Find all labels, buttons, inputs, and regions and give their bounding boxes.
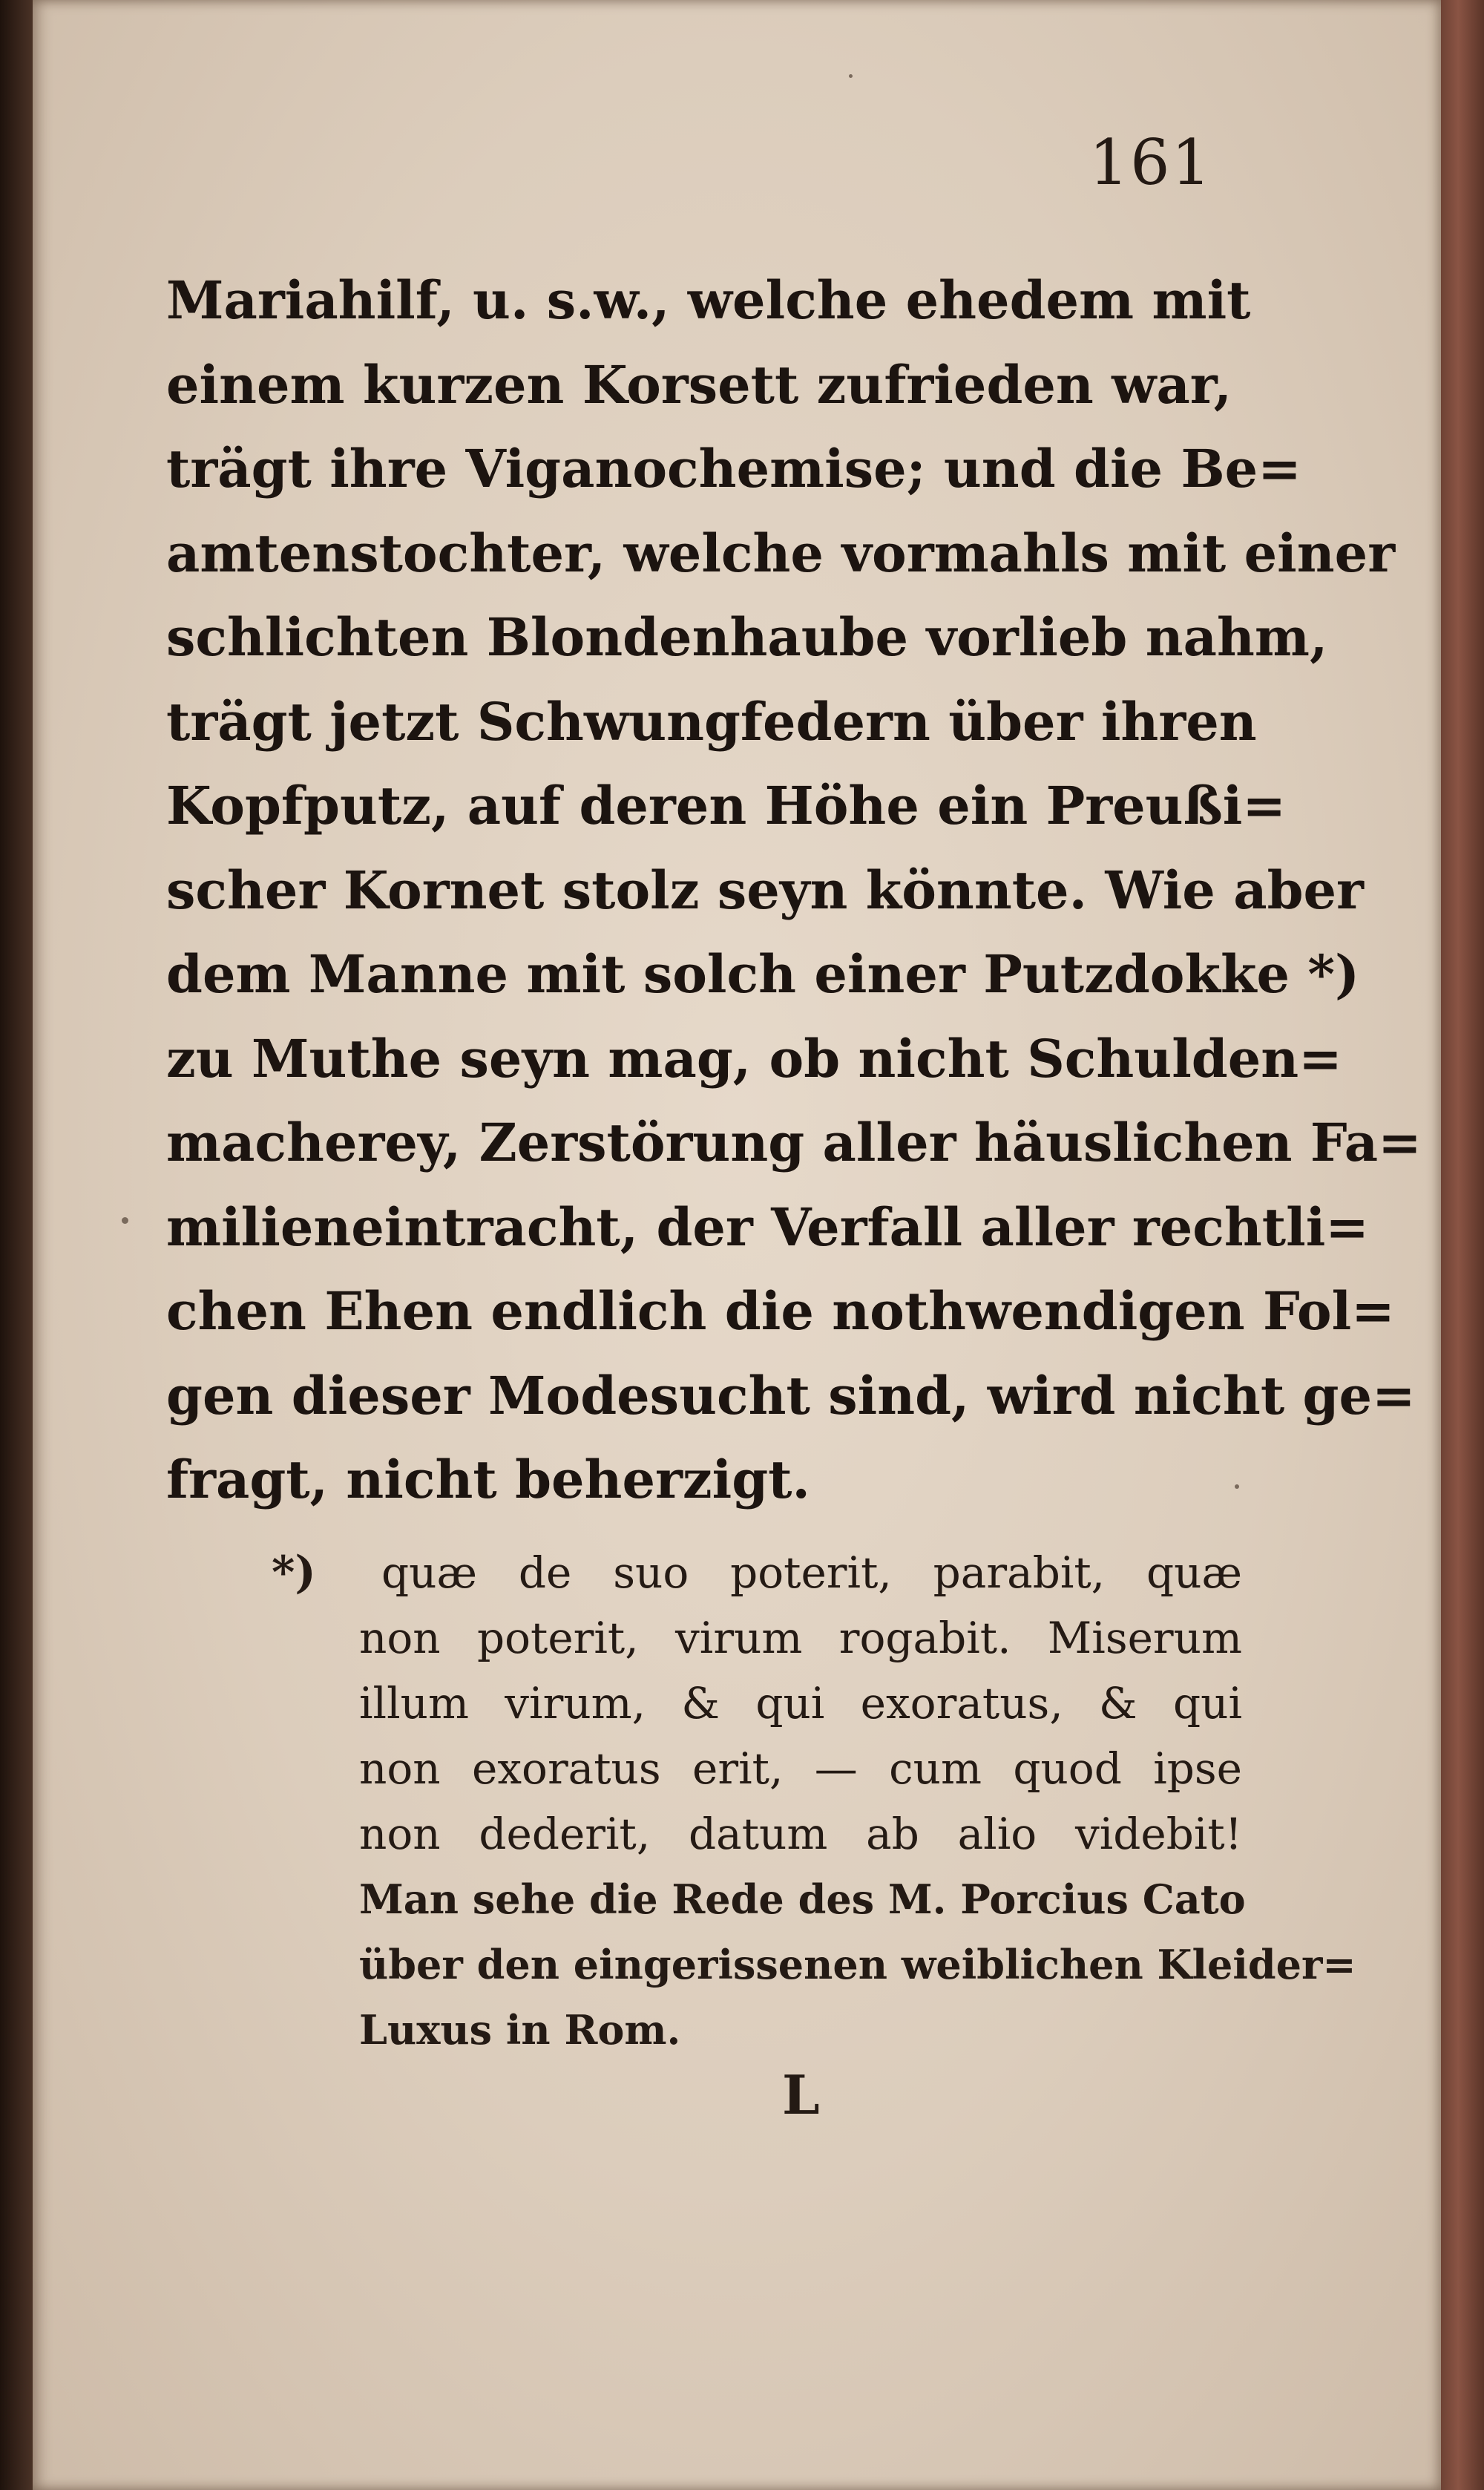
body-line: zu Muthe seyn mag, ob nicht Schulden=	[166, 1027, 1342, 1090]
body-line: amtenstochter, welche vormahls mit einer	[166, 522, 1396, 584]
body-line: trägt jetzt Schwungfedern über ihren	[166, 690, 1257, 753]
body-line: trägt ihre Viganochemise; und die Be=	[166, 438, 1301, 499]
body-line: schlichten Blondenhaube vorlieb nahm,	[166, 606, 1328, 668]
paper-speck	[1235, 1484, 1239, 1489]
book-binding-edge	[0, 0, 33, 2490]
page-number: 161	[1089, 126, 1212, 199]
body-line: chen Ehen endlich die nothwendigen Fol=	[166, 1280, 1395, 1342]
body-line: Mariahilf, u. s.w., welche ehedem mit	[166, 269, 1251, 331]
paper-speck	[849, 74, 853, 78]
footnote-latin-line: non exoratus erit, — cum quod ipse	[359, 1743, 1242, 1794]
body-line: dem Manne mit solch einer Putzdokke *)	[166, 943, 1360, 1005]
footnote-german-line: über den eingerissenen weiblichen Kleider=	[359, 1941, 1356, 1988]
paper-speck	[122, 1217, 128, 1224]
book-page	[33, 0, 1441, 2490]
footnote-latin-line: illum virum, & qui exoratus, & qui	[359, 1678, 1242, 1729]
footnote	[272, 1540, 1356, 2063]
footnote-latin-line: non dederit, datum ab alio videbit!	[359, 1809, 1242, 1859]
footnote-german-line: Luxus in Rom.	[359, 2006, 681, 2054]
body-line: gen dieser Modesucht sind, wird nicht ge=	[166, 1364, 1416, 1426]
body-line: Kopfputz, auf deren Höhe ein Preußi=	[166, 775, 1286, 836]
page-stack-edge	[1441, 0, 1484, 2490]
footnote-german-line: Man sehe die Rede des M. Porcius Cato	[359, 1875, 1246, 1923]
body-line: fragt, nicht beherzigt.	[166, 1449, 810, 1510]
body-line: macherey, Zerstörung aller häuslichen Fa=	[166, 1112, 1422, 1173]
signature-mark: L	[782, 2063, 820, 2126]
body-line: milieneintracht, der Verfall aller rechtli=	[166, 1196, 1369, 1258]
footnote-latin-line: non poterit, virum rogabit. Miserum	[359, 1613, 1242, 1663]
body-line: scher Kornet stolz seyn könnte. Wie aber	[166, 859, 1364, 921]
footnote-latin-line: quæ de suo poterit, parabit, quæ	[381, 1547, 1242, 1598]
body-line: einem kurzen Korsett zufrieden war,	[166, 353, 1232, 416]
body-text	[166, 258, 1422, 1522]
footnote-marker: *)	[272, 1547, 316, 1599]
